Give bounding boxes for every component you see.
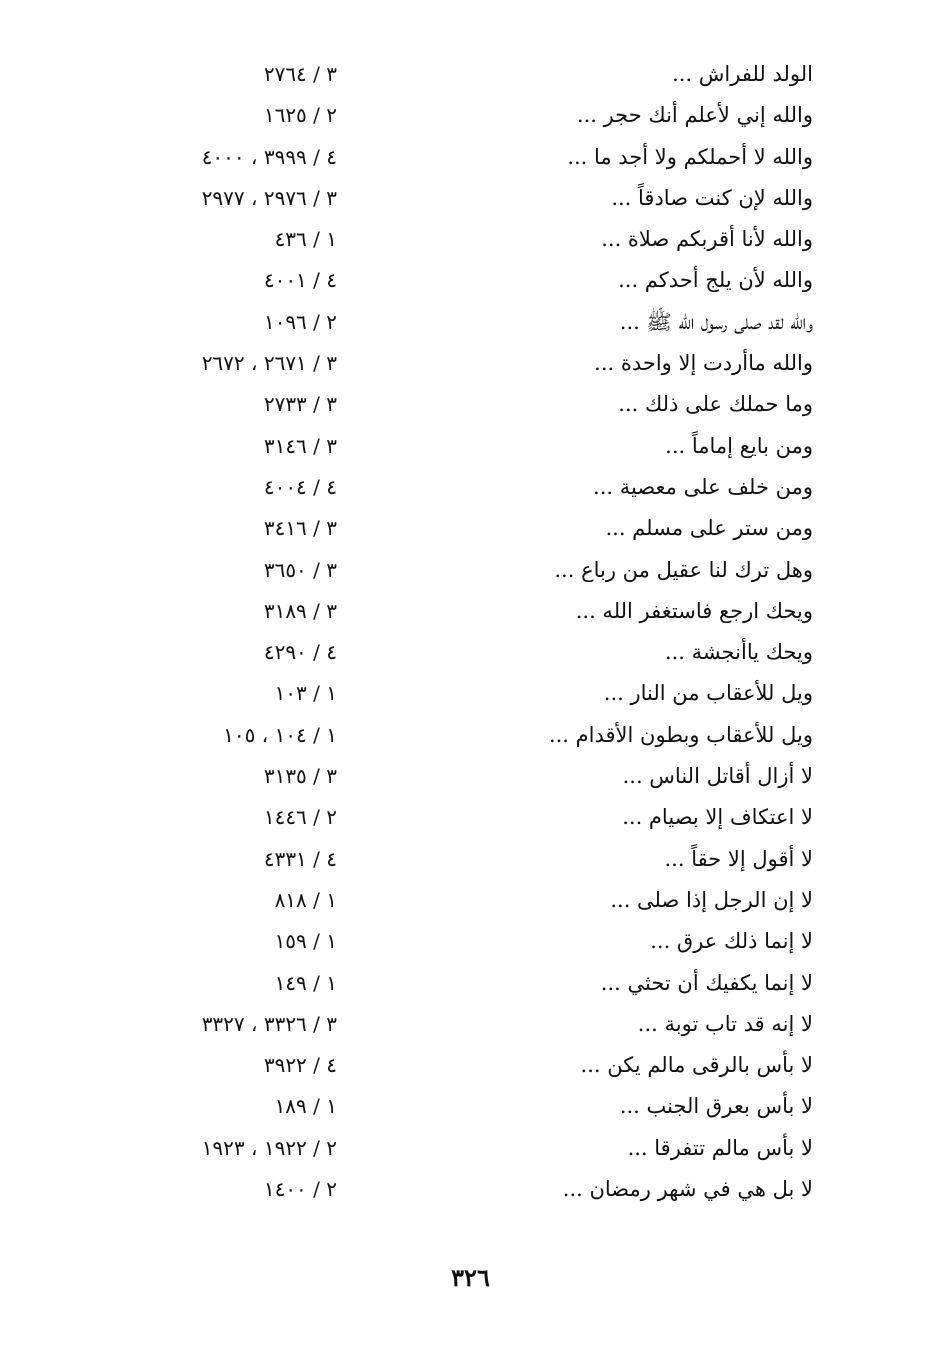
hadith-index-list xyxy=(0,54,941,1210)
index-entry xyxy=(0,963,941,1004)
page-number: ٣٢٦ xyxy=(451,1263,490,1292)
volume-hadith-reference: ٣ / ٣٦٥٠ xyxy=(263,557,337,582)
index-entry xyxy=(0,673,941,714)
volume-hadith-reference: ١ / ١٥٩ xyxy=(274,929,337,954)
index-entry xyxy=(0,550,941,591)
volume-hadith-reference: ٤ / ٣٩٩٩ ، ٤٠٠٠ xyxy=(201,144,337,169)
hadith-text: ومن ستر على مسلم ... xyxy=(605,516,813,541)
volume-hadith-reference: ٢ / ١٩٢٢ ، ١٩٢٣ xyxy=(201,1135,337,1160)
hadith-text: لا اعتكاف إلا بصيام ... xyxy=(622,805,813,830)
volume-hadith-reference: ٣ / ٣١٣٥ xyxy=(263,764,337,789)
index-entry xyxy=(0,1004,941,1045)
index-entry xyxy=(0,219,941,260)
index-entry xyxy=(0,1128,941,1169)
index-entry xyxy=(0,95,941,136)
index-entry xyxy=(0,137,941,178)
index-entry xyxy=(0,508,941,549)
index-entry xyxy=(0,260,941,301)
index-entry xyxy=(0,1086,941,1127)
hadith-text: لا بأس مالم تتفرقا ... xyxy=(627,1135,813,1160)
hadith-text: ويحك ارجع فاستغفر الله ... xyxy=(575,598,813,623)
volume-hadith-reference: ١ / ١٠٤ ، ١٠٥ xyxy=(223,722,337,747)
hadith-text: لا إنه قد تاب توبة ... xyxy=(637,1011,813,1036)
hadith-text: لا بل هي في شهر رمضان ... xyxy=(562,1177,813,1202)
hadith-text: والله لإن كنت صادقاً ... xyxy=(611,185,813,210)
hadith-text: ويل للأعقاب من النار ... xyxy=(603,681,813,706)
index-entry xyxy=(0,343,941,384)
volume-hadith-reference: ٣ / ٣١٤٦ xyxy=(263,433,337,458)
hadith-text: وهل ترك لنا عقيل من رباع ... xyxy=(554,557,813,582)
volume-hadith-reference: ١ / ١٤٩ xyxy=(274,970,337,995)
hadith-text: والله لقد صلى رسول الله ﷺ ... xyxy=(619,309,813,334)
volume-hadith-reference: ٣ / ٣٣٢٦ ، ٣٣٢٧ xyxy=(201,1011,337,1036)
volume-hadith-reference: ٣ / ٢٧٦٤ xyxy=(263,62,337,86)
index-entry xyxy=(0,591,941,632)
index-entry xyxy=(0,797,941,838)
volume-hadith-reference: ٢ / ١٤٠٠ xyxy=(263,1177,337,1202)
volume-hadith-reference: ١ / ١٠٣ xyxy=(274,681,337,706)
hadith-text: لا بأس بعرق الجنب ... xyxy=(619,1094,813,1119)
index-entry xyxy=(0,839,941,880)
hadith-text: لا بأس بالرقى مالم يكن ... xyxy=(580,1053,813,1078)
hadith-text: والله لا أحملكم ولا أجد ما ... xyxy=(567,144,813,169)
volume-hadith-reference: ٤ / ٤٣٣١ xyxy=(263,846,337,871)
index-entry xyxy=(0,756,941,797)
index-entry xyxy=(0,880,941,921)
volume-hadith-reference: ٣ / ٣١٨٩ xyxy=(263,598,337,623)
index-entry xyxy=(0,632,941,673)
volume-hadith-reference: ١ / ٨١٨ xyxy=(274,887,337,912)
hadith-text: والله ماأردت إلا واحدة ... xyxy=(594,351,813,376)
hadith-text: لا أزال أقاتل الناس ... xyxy=(622,764,813,789)
index-entry xyxy=(0,54,941,95)
volume-hadith-reference: ١ / ٤٣٦ xyxy=(274,227,337,252)
hadith-text: والله لأنا أقربكم صلاة ... xyxy=(601,227,813,252)
volume-hadith-reference: ٢ / ١٠٩٦ xyxy=(263,309,337,334)
volume-hadith-reference: ٤ / ٤٠٠١ xyxy=(263,268,337,293)
hadith-text: لا إنما يكفيك أن تحثي ... xyxy=(600,970,813,995)
volume-hadith-reference: ٣ / ٢٧٣٣ xyxy=(263,392,337,417)
volume-hadith-reference: ٢ / ١٦٢٥ xyxy=(263,103,337,128)
hadith-text: والله إني لأعلم أنك حجر ... xyxy=(576,103,813,128)
index-entry xyxy=(0,921,941,962)
index-entry xyxy=(0,1169,941,1210)
index-entry xyxy=(0,467,941,508)
volume-hadith-reference: ٤ / ٣٩٢٢ xyxy=(263,1053,337,1078)
hadith-text: ومن خلف على معصية ... xyxy=(593,474,813,499)
volume-hadith-reference: ١ / ١٨٩ xyxy=(274,1094,337,1119)
volume-hadith-reference: ٤ / ٤٠٠٤ xyxy=(263,474,337,499)
volume-hadith-reference: ٣ / ٢٦٧١ ، ٢٦٧٢ xyxy=(201,351,337,376)
volume-hadith-reference: ٢ / ١٤٤٦ xyxy=(263,805,337,830)
volume-hadith-reference: ٣ / ٢٩٧٦ ، ٢٩٧٧ xyxy=(201,185,337,210)
hadith-text: لا إنما ذلك عرق ... xyxy=(650,929,813,954)
volume-hadith-reference: ٤ / ٤٢٩٠ xyxy=(263,640,337,665)
hadith-text: لا إن الرجل إذا صلى ... xyxy=(610,887,813,912)
hadith-text: ويل للأعقاب وبطون الأقدام ... xyxy=(548,722,813,747)
hadith-text: وما حملك على ذلك ... xyxy=(618,392,813,417)
index-entry xyxy=(0,426,941,467)
hadith-text: لا أقول إلا حقاً ... xyxy=(664,846,813,871)
hadith-text: والله لأن يلج أحدكم ... xyxy=(618,268,813,293)
index-entry xyxy=(0,302,941,343)
index-entry xyxy=(0,1045,941,1086)
index-entry xyxy=(0,178,941,219)
index-entry xyxy=(0,715,941,756)
index-entry xyxy=(0,384,941,425)
hadith-text: ويحك ياأنجشة ... xyxy=(664,640,813,665)
hadith-text: ومن بايع إماماً ... xyxy=(665,433,813,458)
hadith-text: الولد للفراش ... xyxy=(672,62,813,86)
volume-hadith-reference: ٣ / ٣٤١٦ xyxy=(263,516,337,541)
